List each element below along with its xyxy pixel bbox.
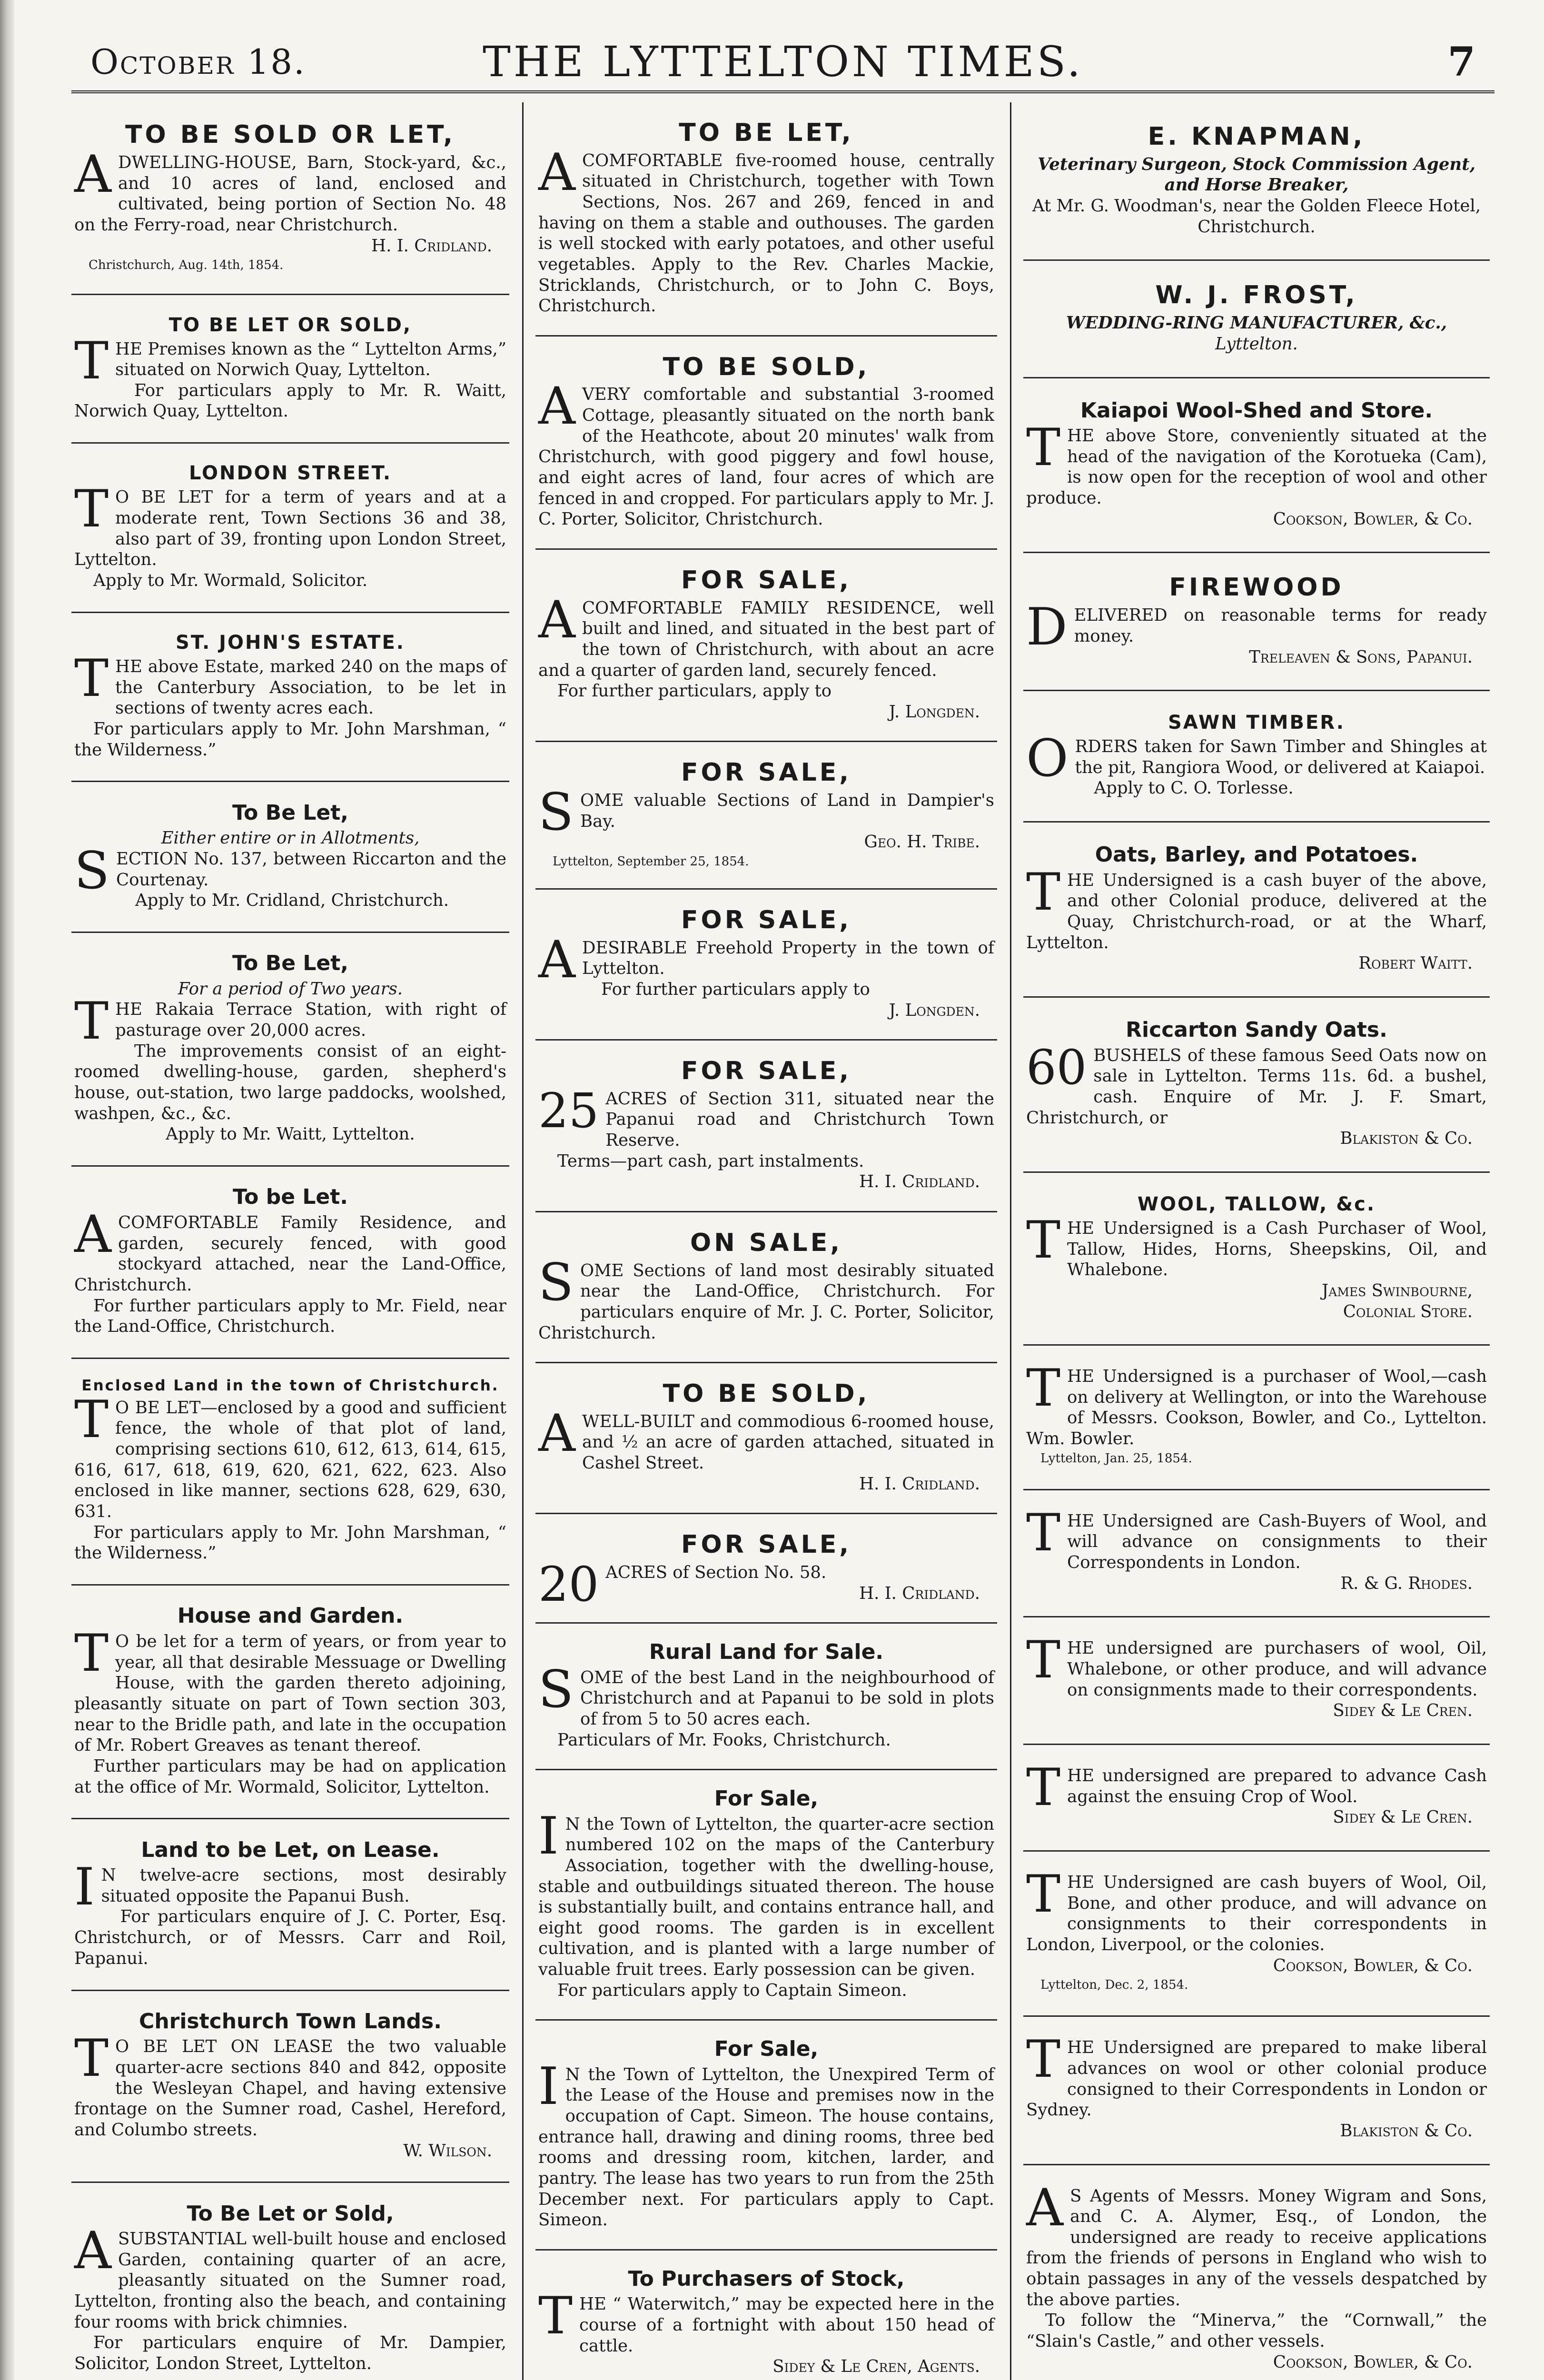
ad-signature: H. I. Cridland. (859, 1474, 980, 1494)
advertisement (71, 1819, 509, 1991)
drop-cap: A (538, 930, 575, 990)
advertisement (1023, 998, 1490, 1173)
advertisement (535, 1041, 997, 1212)
advertisement (71, 613, 509, 783)
ad-body-continued: Terms—part cash, part instalments. (557, 1151, 864, 1171)
ad-body-text: HE Undersigned are Cash-Buyers of Wool, and will advance on consignments to their Correspondents in London. (1067, 1511, 1487, 1573)
ad-signature: R. & G. Rhodes. (1340, 1573, 1473, 1593)
ad-signature: W. Wilson. (403, 2141, 492, 2161)
advertisement (535, 2251, 997, 2380)
ad-body-continued: For particulars enquire of Mr. Dampier, Solicitor, London Street, Lyttelton. (74, 2333, 506, 2374)
ad-body-continued: For particulars apply to Mr. R. Waitt, Norwich Quay, Lyttelton. (74, 380, 506, 421)
ad-body (74, 2029, 506, 2140)
drop-cap: A (538, 142, 575, 202)
ad-signature: H. I. Cridland. (859, 1172, 980, 1192)
page-number: 7 (1447, 38, 1475, 85)
advertisement (1023, 261, 1490, 378)
ad-body-continued: For further particulars apply to Mr. Field, near the Land-Office, Christchurch. (74, 1296, 506, 1337)
column-divider (1010, 102, 1011, 2380)
drop-cap: T (1026, 862, 1061, 922)
advertisement (1023, 102, 1490, 261)
ad-body (74, 1389, 506, 1522)
drop-cap: T (538, 2286, 573, 2346)
ad-body (1026, 1630, 1487, 1700)
advertisement (535, 550, 997, 742)
ad-signature: Geo. H. Tribe. (864, 832, 980, 852)
drop-cap: T (1026, 418, 1061, 478)
ad-heading: To Be Let, (232, 800, 349, 825)
ad-body-text: BUSHELS of these famous Seed Oats now on sale in Lyttelton. Terms 11s. 6d. a bushel, cash. Enquire of Mr. J. F. Smart, Christchurch, or (1026, 1045, 1487, 1128)
ad-signature: Blakiston & Co. (1340, 1129, 1473, 1149)
ad-body-text: COMFORTABLE five-roomed house, centrally situated in Christchurch, together with Town Sections, Nos. 267 and 269, fenced in and having on them a stable and outhouses. The garden is well stocked with early potatoes, and other useful vegetables. Apply to the Rev. Charles Mackie, Stricklands, Christchurch, or to John C. Boys, Christchurch. (538, 150, 994, 316)
ad-heading: TO BE LET, (679, 118, 854, 147)
ad-body-continued: Apply to C. O. Torlesse. (1094, 778, 1294, 798)
ad-body (1026, 1864, 1487, 1955)
ad-body-text: OME of the best Land in the neighbourhood of Christchurch and at Papanui to be sold in plots of from 5 to 50 acres each. (580, 1667, 994, 1729)
drop-cap: T (74, 2029, 109, 2089)
ad-heading: Oats, Barley, and Potatoes. (1095, 843, 1418, 867)
ad-body-text: HE Undersigned is a purchaser of Wool,—cash on delivery at Wellington, or into the Warehouse of Messrs. Cookson, Bowler, and Co., Lyttelton. Wm. Bowler. (1026, 1367, 1487, 1449)
ad-body-text: O BE LET—enclosed by a good and sufficient fence, the whole of that plot of land, comprising sections 610, 612, 613, 614, 615, 616, 617, 618, 619, 620, 621, 622, 623. Also enclosed in like manner, sections 628, 629, 630, 631. (74, 1398, 506, 1522)
ad-subheading: Lyttelton. (1215, 334, 1298, 354)
ad-heading: Christchurch Town Lands. (139, 2009, 442, 2033)
ad-trade-line: WEDDING-RING MANUFACTURER, &c., (1066, 313, 1447, 333)
ad-body (74, 1623, 506, 1756)
ad-body-text: HE Undersigned are prepared to make liberal advances on wool or other colonial produce consigned to their Correspondents in London or Sydney. (1026, 2038, 1487, 2120)
column-3 (1023, 102, 1490, 2380)
advertisement (1023, 2017, 1490, 2165)
ad-subheading: Either entire or in Allotments, (161, 828, 420, 848)
drop-cap: T (1026, 1359, 1061, 1418)
ad-heading: FIREWOOD (1169, 573, 1344, 602)
ad-body-continued: For particulars apply to Mr. John Marshman, “ the Wilderness.” (74, 1522, 506, 1563)
ad-body-text: N the Town of Lyttelton, the quarter-acre section numbered 102 on the maps of the Canterbury Association, together with the dwelling-house, stable and outbuildings situated thereon. The house is substantially built, and contains entrance hall, and eight good rooms. The garden is in excellent cultivation, and is planted with a large number of valuable fruit trees. Early possession can be given. (538, 1814, 994, 1980)
ad-signature: H. I. Cridland. (859, 1583, 980, 1603)
advertisement (71, 1991, 509, 2183)
ad-body (538, 1082, 994, 1151)
ad-body (1026, 1039, 1487, 1129)
book-spine-edge (0, 0, 14, 2380)
ad-heading: Rural Land for Sale. (649, 1639, 884, 1664)
ad-body-text: SUBSTANTIAL well-built house and enclosed Garden, containing quarter of an acre, pleasantly situated on the Sumner road, Lyttelton, fronting also the beach, and containing four rooms with brick chimnies. (74, 2229, 506, 2332)
ad-body (1026, 2178, 1487, 2311)
drop-cap: I (74, 1857, 95, 1917)
ad-signature: Cookson, Bowler, & Co. (1273, 509, 1473, 529)
ad-dateline: Lyttelton, Dec. 2, 1854. (1040, 1978, 1188, 1993)
ad-body-text: VERY comfortable and substantial 3-roomed Cottage, pleasantly situated on the north bank of the Heathcote, about 20 minutes' walk from Christchurch, with good piggery and fowl house, and eight acres of land, four acres of which are fenced in and cropped. For particulars apply to Mr. J. C. Porter, Solicitor, Christchurch. (538, 385, 994, 529)
ad-body-text: DESIRABLE Freehold Property in the town of Lyttelton. (582, 938, 994, 979)
advertisement (1023, 1745, 1490, 1852)
advertisement (1023, 1173, 1490, 1346)
drop-cap: 20 (538, 1556, 599, 1612)
ad-body-text: O BE LET ON LEASE the two valuable quarter-acre sections 840 and 842, opposite the Wesleyan Chapel, and having extensive frontage on the Sumner road, Cashel, Hereford, and Columbo streets. (74, 2037, 506, 2140)
ad-heading: Kaiapoi Wool-Shed and Store. (1080, 398, 1433, 423)
ad-heading: FOR SALE, (681, 1056, 851, 1085)
ad-heading: Enclosed Land in the town of Christchurch. (81, 1377, 499, 1395)
ad-body-text: ECTION No. 137, between Riccarton and the Courtenay. (116, 849, 506, 890)
ad-body-text: HE above Store, conveniently situated at the head of the navigation of the Korotueka (Cam), is now open for the reception of wool and other produce. (1026, 426, 1487, 508)
ad-body-continued: Further particulars may be had on application at the office of Mr. Wormald, Solicitor, Lyttelton. (74, 1756, 506, 1797)
advertisement (71, 933, 509, 1167)
drop-cap: T (74, 1623, 109, 1683)
ad-signature: H. I. Cridland. (371, 236, 492, 256)
ad-body-text: ACRES of Section 311, situated near the Papanui road and Christchurch Town Reserve. (605, 1089, 994, 1150)
ad-heading: E. KNAPMAN, (1148, 122, 1366, 151)
ad-body (1026, 862, 1487, 953)
ad-heading: TO BE SOLD, (663, 1379, 870, 1408)
ad-heading: To Be Let, (232, 951, 349, 976)
advertisement (1023, 1852, 1490, 2017)
ad-subheading: For a period of Two years. (178, 979, 403, 999)
ad-heading: TO BE SOLD OR LET, (125, 120, 455, 149)
page-header (71, 33, 1495, 93)
ad-body (74, 992, 506, 1051)
ad-signature: Colonial Store. (1343, 1301, 1473, 1321)
ad-body-text: RDERS taken for Sawn Timber and Shingles at the pit, Rangiora Wood, or delivered at Kaiapoi. (1075, 737, 1487, 777)
advertisement (535, 1770, 997, 2021)
ad-body-continued: For particulars apply to Captain Simeon. (557, 1980, 907, 2000)
ad-body (1026, 1503, 1487, 1573)
drop-cap: T (74, 1389, 109, 1449)
drop-cap: D (1026, 597, 1068, 657)
ad-heading: SAWN TIMBER. (1168, 712, 1345, 734)
ad-body-continued: For further particulars apply to (601, 979, 870, 999)
ad-body-continued: Apply to Mr. Waitt, Lyttelton. (166, 1124, 415, 1144)
drop-cap: A (538, 377, 575, 436)
newspaper-title: THE LYTTELTON TIMES. (483, 37, 1083, 86)
ad-body-continued: Apply to Mr. Cridland, Christchurch. (135, 891, 449, 911)
drop-cap: A (538, 590, 575, 650)
ad-body (538, 1403, 994, 1474)
ad-body-text: OME valuable Sections of Land in Dampier's Bay. (580, 791, 994, 831)
advertisement (535, 890, 997, 1041)
advertisement (1023, 378, 1490, 554)
ad-body-continued: Apply to Mr. Wormald, Solicitor. (93, 571, 368, 591)
drop-cap: I (538, 1806, 559, 1866)
drop-cap: S (538, 783, 574, 843)
advertisement (71, 782, 509, 933)
ad-heading: To Purchasers of Stock, (628, 2266, 905, 2291)
ad-body (1026, 418, 1487, 509)
ad-signature: Sidey & Le Cren. (1333, 1701, 1473, 1721)
advertisement (71, 102, 509, 295)
ad-body-continued: For particulars apply to Mr. John Marshman, “ the Wilderness.” (74, 719, 506, 760)
ad-heading: Riccarton Sandy Oats. (1126, 1018, 1387, 1042)
drop-cap: I (538, 2056, 559, 2116)
drop-cap: T (1026, 1210, 1061, 1270)
ad-heading: FOR SALE, (681, 758, 851, 787)
advertisement (71, 2183, 509, 2380)
drop-cap: O (1026, 729, 1069, 789)
ad-heading: W. J. FROST, (1155, 281, 1358, 310)
ad-dateline: Christchurch, Aug. 14th, 1854. (89, 258, 284, 273)
ad-body-text: WELL-BUILT and commodious 6-roomed house, and ½ an acre of garden attached, situated in Cashel Street. (582, 1411, 994, 1473)
ad-body (74, 2221, 506, 2332)
drop-cap: T (74, 479, 109, 539)
drop-cap: 25 (538, 1082, 599, 1139)
advertisement (1023, 823, 1490, 998)
ad-signature: Cookson, Bowler, & Co. (1273, 1955, 1473, 1975)
ad-body-continued: For particulars enquire of J. C. Porter, Esq. Christchurch, or of Messrs. Carr and Roil, Papanui. (74, 1907, 506, 1968)
ad-signature: Blakiston & Co. (1340, 2121, 1473, 2141)
ad-dateline: Lyttelton, Jan. 25, 1854. (1040, 1451, 1192, 1466)
advertisement (535, 742, 997, 889)
ad-signature: J. Longden. (889, 702, 980, 722)
drop-cap: A (1026, 2178, 1063, 2238)
ad-body (538, 142, 994, 317)
drop-cap: S (74, 841, 109, 901)
ad-body (1026, 2030, 1487, 2121)
ad-body-text: N the Town of Lyttelton, the Unexpired Term of the Lease of the House and premises now in the occupation of Capt. Simeon. The house contains, entrance hall, drawing and dining rooms, three bed rooms and dressing room, kitchen, larder, and pantry. The lease has two years to run from the 25th December next. For particulars apply to Capt. Simeon. (538, 2064, 994, 2230)
ad-body-text: OME Sections of land most desirably situated near the Land-Office, Christchurch. For particulars enquire of Mr. J. C. Porter, Solicitor, Christchurch. (538, 1260, 994, 1343)
ad-body (1026, 1359, 1487, 1449)
drop-cap: T (1026, 1864, 1061, 1924)
ad-heading: FOR SALE, (681, 905, 851, 934)
advertisement (535, 1212, 997, 1363)
ad-body (538, 2286, 994, 2356)
ad-body-continued: For further particulars, apply to (557, 681, 832, 701)
ad-body (538, 1659, 994, 1730)
advertisement (1023, 1617, 1490, 1745)
column-2 (535, 102, 997, 2380)
advertisement (71, 444, 509, 613)
advertisement (535, 2021, 997, 2251)
ad-signature: Treleaven & Sons, Papanui. (1249, 647, 1473, 667)
ad-body (538, 590, 994, 681)
ad-body (538, 1806, 994, 1980)
ad-signature: Sidey & Le Cren, Agents. (772, 2357, 980, 2377)
ad-signature: James Swinbourne, (1322, 1280, 1473, 1300)
ad-address: At Mr. G. Woodman's, near the Golden Fleece Hotel, Christchurch. (1032, 196, 1481, 237)
drop-cap: T (1026, 1630, 1061, 1690)
advertisement (1023, 691, 1490, 823)
drop-cap: T (74, 331, 109, 391)
drop-cap: T (1026, 1503, 1061, 1563)
ad-body-text: HE above Estate, marked 240 on the maps of the Canterbury Association, to be let in sections of twenty acres each. (115, 657, 506, 718)
drop-cap: 60 (1026, 1039, 1087, 1095)
ad-body (74, 479, 506, 570)
ad-body-text: COMFORTABLE FAMILY RESIDENCE, well built and lined, and situated in the best part of the town of Christchurch, with about an acre and a quarter of garden land, securely fenced. (538, 598, 994, 680)
ad-body-text: HE undersigned are prepared to advance Cash against the ensuing Crop of Wool. (1067, 1766, 1487, 1806)
ad-heading: ST. JOHN'S ESTATE. (176, 632, 405, 654)
ad-heading: House and Garden. (177, 1604, 404, 1628)
ad-heading: TO BE SOLD, (663, 352, 870, 381)
advertisement (1023, 2165, 1490, 2380)
column-1 (71, 102, 509, 2380)
ad-signature: J. Longden. (889, 1000, 980, 1020)
ad-body-text: HE undersigned are purchasers of wool, Oil, Whalebone, or other produce, and will advance on consignments made to their correspondents. (1067, 1638, 1487, 1700)
ad-signature: Robert Waitt. (1358, 953, 1473, 973)
advertisement (71, 1586, 509, 1819)
ad-heading: ON SALE, (690, 1228, 842, 1257)
ad-heading: For Sale, (714, 2037, 819, 2062)
ad-body-text: S Agents of Messrs. Money Wigram and Sons, and C. A. Alymer, Esq., of London, the undersigned are ready to receive applications from the friends of persons in England who wish to obtain passages in any of the vessels despatched by the above parties. (1026, 2186, 1487, 2310)
ad-body (538, 377, 994, 530)
drop-cap: T (74, 649, 109, 709)
column-divider (522, 102, 524, 2380)
ad-body-text: HE Undersigned are cash buyers of Wool, Oil, Bone, and other produce, and will advance on consignments to their correspondents in London, Liverpool, or the colonies. (1026, 1872, 1487, 1954)
ad-body-text: HE Undersigned is a cash buyer of the above, and other Colonial produce, delivered at the Quay, Christchurch-road, or at the Wharf, Lyttelton. (1026, 870, 1487, 952)
advertisement (1023, 553, 1490, 691)
drop-cap: A (74, 2221, 111, 2281)
advertisement (71, 1359, 509, 1586)
ad-body (1026, 1210, 1487, 1280)
ad-body-text: ACRES of Section No. 58. (605, 1562, 827, 1582)
ad-heading: FOR SALE, (681, 1530, 851, 1559)
ad-body-text: O be let for a term of years, or from year to year, all that desirable Messuage or Dwelling House, with the garden thereto adjoining, pleasantly situate on part of Town section 303, near to the Bridle path, and late in the occupation of Mr. Robert Greaves as tenant thereof. (74, 1631, 506, 1755)
drop-cap: T (1026, 2030, 1061, 2090)
ad-body (538, 1252, 994, 1344)
ad-body (74, 1204, 506, 1296)
drop-cap: T (1026, 1758, 1061, 1818)
advertisement (535, 1624, 997, 1770)
ad-heading: LONDON STREET. (188, 462, 392, 485)
advertisement (1023, 1346, 1490, 1490)
ad-heading: For Sale, (714, 1786, 819, 1811)
advertisement (535, 1363, 997, 1514)
ad-body (74, 144, 506, 236)
ad-heading: To Be Let or Sold, (187, 2201, 394, 2226)
ad-body-continued: To follow the “Minerva,” the “Cornwall,” the “Slain's Castle,” and other vessels. (1026, 2311, 1487, 2351)
ad-body (538, 2056, 994, 2231)
ad-heading: To be Let. (233, 1185, 348, 1210)
advertisement (71, 295, 509, 444)
issue-date: October 18. (90, 42, 306, 82)
advertisement (71, 1167, 509, 1359)
ad-body-text: HE Premises known as the “ Lyttelton Arms,” situated on Norwich Quay, Lyttelton. (115, 339, 506, 380)
drop-cap: A (74, 144, 111, 204)
ad-body-text: O BE LET for a term of years and at a moderate rent, Town Sections 36 and 38, also part of 39, fronting upon London Street, Lyttelton. (74, 487, 506, 570)
ad-body-text: HE Undersigned is a Cash Purchaser of Wool, Tallow, Hides, Horns, Sheepskins, Oil, and Whalebone. (1067, 1218, 1487, 1280)
ad-dateline: Lyttelton, September 25, 1854. (553, 854, 749, 869)
drop-cap: S (538, 1659, 574, 1719)
ad-body-text: N twelve-acre sections, most desirably situated opposite the Papanui Bush. (101, 1865, 506, 1906)
ad-body (74, 1857, 506, 1917)
ad-body-continued: The improvements consist of an eight-roomed dwelling-house, garden, shepherd's house, out-station, two large paddocks, woolshed, washpen, &c., &c. (74, 1041, 506, 1123)
advertisement (1023, 1490, 1490, 1618)
ad-body-text: HE Rakaia Terrace Station, with right of pasturage over 20,000 acres. (115, 1000, 506, 1041)
ad-signature: Sidey & Le Cren. (1333, 1807, 1473, 1827)
drop-cap: A (74, 1204, 111, 1264)
ad-body-text: DWELLING-HOUSE, Barn, Stock-yard, &c., and 10 acres of land, enclosed and cultivated, being portion of Section No. 48 on the Ferry-road, near Christchurch. (74, 152, 506, 235)
ad-body-text: COMFORTABLE Family Residence, and garden, securely fenced, with good stockyard attached, near the Land-Office, Christchurch. (74, 1212, 506, 1295)
ad-body-text: ELIVERED on reasonable terms for ready money. (1074, 605, 1487, 646)
drop-cap: T (74, 992, 109, 1051)
ad-body (74, 649, 506, 719)
ad-body (74, 331, 506, 391)
ad-body-text: HE “ Waterwitch,” may be expected here in the course of a fortnight with about 150 head of cattle. (579, 2294, 994, 2356)
advertisement (535, 337, 997, 550)
drop-cap: A (538, 1403, 575, 1463)
advertisement (535, 1514, 997, 1624)
ad-heading: WOOL, TALLOW, &c. (1137, 1193, 1376, 1215)
ad-trade-line: Veterinary Surgeon, Stock Commission Agent, and Horse Breaker, (1038, 154, 1475, 195)
ad-heading: FOR SALE, (681, 565, 851, 595)
drop-cap: S (538, 1252, 574, 1312)
ad-signature: Cookson, Bowler, & Co. (1273, 2352, 1473, 2372)
ad-body-continued: Particulars of Mr. Fooks, Christchurch. (557, 1730, 891, 1750)
ad-heading: TO BE LET OR SOLD, (168, 314, 412, 336)
ad-heading: Land to be Let, on Lease. (141, 1837, 440, 1862)
advertisement (535, 102, 997, 337)
